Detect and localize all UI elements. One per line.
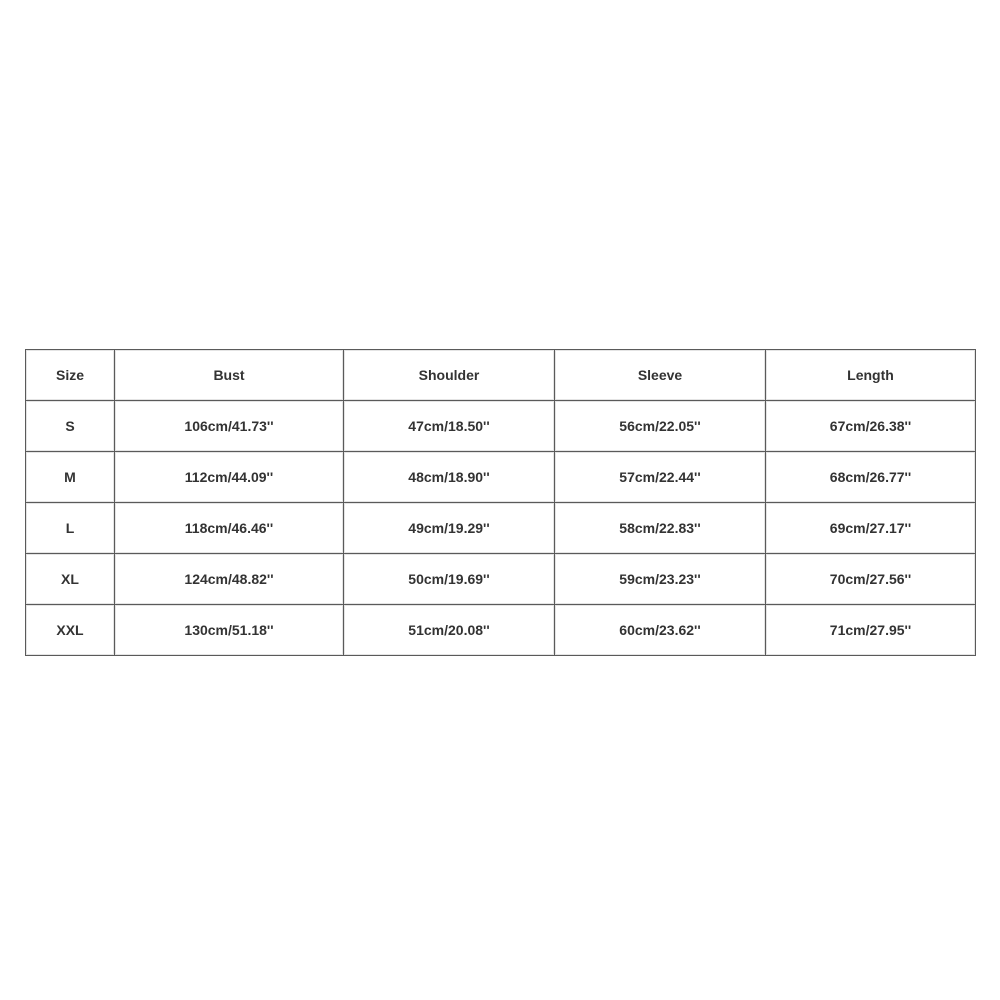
size-chart-table bbox=[25, 349, 976, 656]
table-row bbox=[26, 452, 976, 503]
cell-sleeve: 56cm/22.05'' bbox=[555, 401, 766, 452]
cell-size: S bbox=[26, 401, 115, 452]
cell-bust: 118cm/46.46'' bbox=[115, 503, 344, 554]
cell-size: L bbox=[26, 503, 115, 554]
cell-size: XXL bbox=[26, 605, 115, 656]
cell-shoulder: 51cm/20.08'' bbox=[344, 605, 555, 656]
cell-bust: 130cm/51.18'' bbox=[115, 605, 344, 656]
cell-length: 68cm/26.77'' bbox=[766, 452, 976, 503]
cell-shoulder: 49cm/19.29'' bbox=[344, 503, 555, 554]
header-row bbox=[26, 350, 976, 401]
cell-bust: 106cm/41.73'' bbox=[115, 401, 344, 452]
header-length: Length bbox=[766, 350, 976, 401]
cell-sleeve: 59cm/23.23'' bbox=[555, 554, 766, 605]
cell-length: 71cm/27.95'' bbox=[766, 605, 976, 656]
cell-size: XL bbox=[26, 554, 115, 605]
cell-shoulder: 50cm/19.69'' bbox=[344, 554, 555, 605]
cell-size: M bbox=[26, 452, 115, 503]
cell-bust: 112cm/44.09'' bbox=[115, 452, 344, 503]
table-row bbox=[26, 605, 976, 656]
cell-shoulder: 47cm/18.50'' bbox=[344, 401, 555, 452]
cell-bust: 124cm/48.82'' bbox=[115, 554, 344, 605]
cell-sleeve: 60cm/23.62'' bbox=[555, 605, 766, 656]
cell-sleeve: 58cm/22.83'' bbox=[555, 503, 766, 554]
header-bust: Bust bbox=[115, 350, 344, 401]
cell-sleeve: 57cm/22.44'' bbox=[555, 452, 766, 503]
table-row bbox=[26, 554, 976, 605]
table-row bbox=[26, 401, 976, 452]
cell-length: 69cm/27.17'' bbox=[766, 503, 976, 554]
cell-length: 70cm/27.56'' bbox=[766, 554, 976, 605]
cell-shoulder: 48cm/18.90'' bbox=[344, 452, 555, 503]
header-sleeve: Sleeve bbox=[555, 350, 766, 401]
cell-length: 67cm/26.38'' bbox=[766, 401, 976, 452]
header-size: Size bbox=[26, 350, 115, 401]
table-row bbox=[26, 503, 976, 554]
header-shoulder: Shoulder bbox=[344, 350, 555, 401]
